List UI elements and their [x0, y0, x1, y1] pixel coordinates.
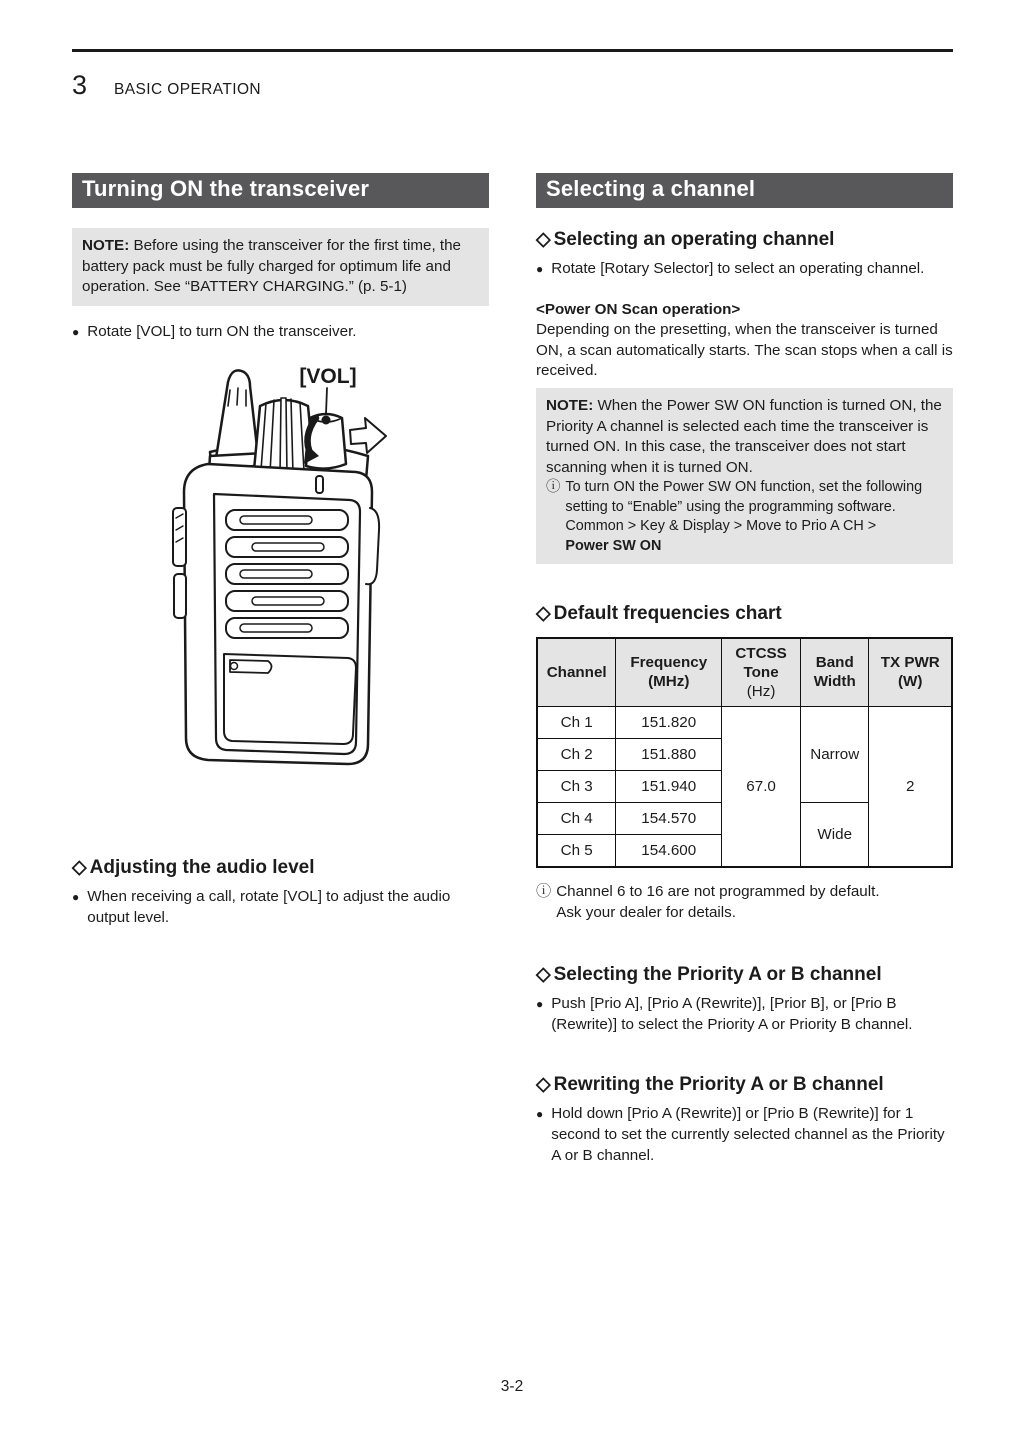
bullet-rotate-vol — [72, 322, 489, 343]
subheading-selecting-operating — [536, 228, 953, 251]
subheading-text: Selecting an operating channel — [553, 229, 835, 250]
header-band-width: Band Width — [801, 638, 869, 707]
chapter-title: BASIC OPERATION — [114, 81, 261, 98]
bullet-text: When receiving a call, rotate [VOL] to adjust the audio output level. — [87, 888, 451, 926]
table-row — [537, 706, 952, 738]
section-title-turning-on: Turning ON the transceiver — [72, 173, 489, 208]
header-frequency: Frequency (MHz) — [616, 638, 722, 707]
power-on-scan-heading: <Power ON Scan operation> — [536, 300, 741, 318]
bullet-text: Rotate [VOL] to turn ON the transceiver. — [87, 322, 357, 340]
cell-band-narrow: Narrow — [801, 706, 869, 802]
cell-tx-pwr: 2 — [869, 706, 952, 867]
header-ctcss-tone: CTCSS Tone (Hz) — [722, 638, 801, 707]
vol-label: [VOL] — [299, 365, 357, 389]
info-text: To turn ON the Power SW ON function, set the following setting to “Enable” using the programming software. — [565, 479, 923, 515]
subheading-text: Selecting the Priority A or B channel — [553, 964, 882, 986]
info-icon: ⓘ — [536, 882, 552, 900]
bullet-icon: ● — [536, 997, 544, 1012]
bullet-adjust-audio — [72, 887, 489, 928]
cell-channel: Ch 1 — [537, 706, 616, 738]
power-on-scan-body: Depending on the presetting, when the transceiver is turned ON, a scan automatically starts. The scan stops when a call is received. — [536, 321, 953, 380]
bullet-icon: ● — [72, 890, 80, 905]
info-power-sw — [546, 478, 943, 556]
cell-channel: Ch 5 — [537, 834, 616, 867]
cell-band-wide: Wide — [801, 802, 869, 867]
subheading-selecting-priority — [536, 963, 953, 986]
subheading-text: Adjusting the audio level — [89, 857, 315, 879]
info-icon: ⓘ — [546, 479, 561, 496]
info-text-block — [556, 882, 879, 923]
direction-arrow-icon — [350, 418, 386, 453]
note-label: NOTE: — [82, 237, 130, 254]
lower-panel — [224, 654, 356, 744]
bullet-hold-prio — [536, 1104, 953, 1166]
note-box-power-sw — [536, 388, 953, 564]
info-channels-note — [536, 882, 953, 923]
page-number: 3-2 — [500, 1378, 524, 1395]
frequency-table — [536, 637, 953, 868]
bullet-icon: ● — [536, 262, 544, 276]
info-text-block — [565, 478, 943, 556]
bullet-icon: ● — [72, 324, 80, 339]
bullet-text: Push [Prio A], [Prio A (Rewrite)], [Prior B], or [Prio B (Rewrite)] to select the Priority A or Priority B channel. — [551, 995, 913, 1033]
table-header-row — [537, 638, 952, 707]
cell-frequency: 151.820 — [616, 706, 722, 738]
cell-frequency: 154.600 — [616, 834, 722, 867]
bullet-push-prio — [536, 994, 953, 1035]
header-tx-pwr: TX PWR (W) — [869, 638, 952, 707]
header-rule — [72, 49, 953, 52]
left-column — [72, 173, 489, 929]
chapter-number: 3 — [72, 70, 88, 100]
diamond-icon: ◇ — [536, 602, 551, 624]
subheading-text: Rewriting the Priority A or B channel — [553, 1074, 884, 1096]
diamond-icon: ◇ — [536, 964, 551, 986]
cell-frequency: 154.570 — [616, 802, 722, 834]
subheading-text: Default frequencies chart — [553, 602, 782, 624]
cell-frequency: 151.880 — [616, 738, 722, 770]
info-line2: Ask your dealer for details. — [556, 903, 736, 921]
chapter-heading — [72, 70, 261, 101]
subheading-adjusting-audio — [72, 856, 489, 879]
right-column — [536, 173, 953, 1166]
menu-path-setting: Power SW ON — [565, 537, 662, 554]
note-text: When the Power SW ON function is turned ON, the Priority A channel is selected each time the transceiver is turned ON. In this case, the transceiver does not start scanning when it is turned ON. — [546, 396, 942, 476]
bullet-text: Rotate [Rotary Selector] to select an operating channel. — [551, 260, 925, 277]
bullet-icon: ● — [536, 1107, 544, 1122]
vol-leader-line — [326, 388, 327, 414]
diamond-icon: ◇ — [72, 857, 87, 879]
note-label: NOTE: — [546, 396, 594, 414]
bullet-text: Hold down [Prio A (Rewrite)] or [Prio B (Rewrite)] for 1 second to set the currently selected channel as the Priority A or B channel. — [551, 1105, 945, 1164]
note-text: Before using the transceiver for the first time, the battery pack must be fully charged for optimum life and operation. See “BATTERY CHARGING.” (p. 5-1) — [82, 237, 461, 296]
cell-frequency: 151.940 — [616, 770, 722, 802]
cell-ctcss-tone: 67.0 — [722, 706, 801, 867]
subheading-rewriting-priority — [536, 1073, 953, 1096]
cell-channel: Ch 2 — [537, 738, 616, 770]
ptt-button — [173, 508, 186, 618]
diamond-icon: ◇ — [536, 229, 551, 250]
header-channel: Channel — [537, 638, 616, 707]
section-title-selecting-channel: Selecting a channel — [536, 173, 953, 208]
speaker-grille — [226, 510, 348, 638]
cell-channel: Ch 3 — [537, 770, 616, 802]
subheading-default-frequencies — [536, 602, 953, 625]
menu-path: Common > Key & Display > Move to Prio A CH > — [565, 518, 877, 535]
cell-channel: Ch 4 — [537, 802, 616, 834]
diamond-icon: ◇ — [536, 1074, 551, 1096]
indicator-slot — [316, 476, 323, 493]
info-line1: Channel 6 to 16 are not programmed by default. — [556, 882, 880, 900]
note-box-battery — [72, 228, 489, 306]
transceiver-illustration — [160, 358, 400, 770]
bullet-rotary-selector — [536, 259, 953, 280]
